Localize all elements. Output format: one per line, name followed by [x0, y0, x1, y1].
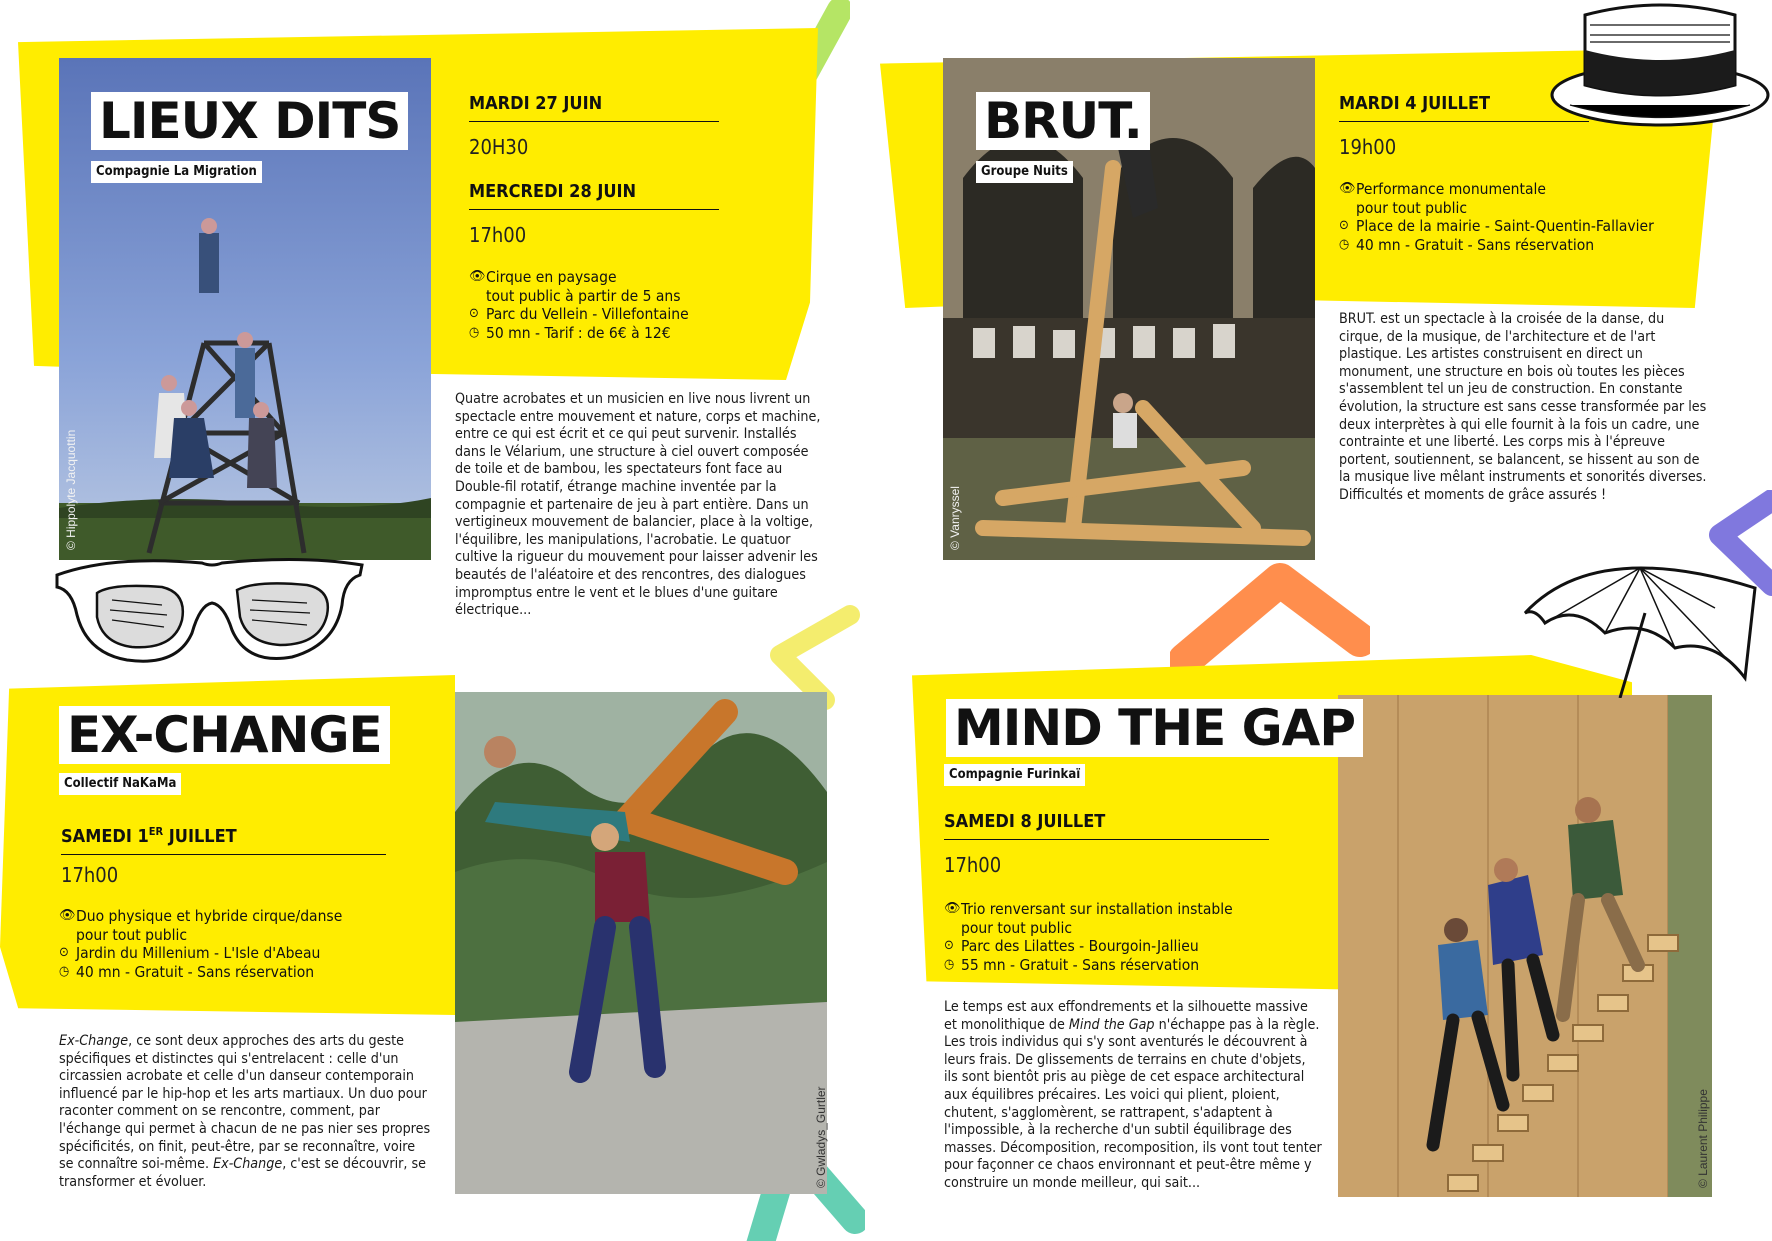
- parasol-illustration: [1515, 548, 1765, 698]
- brut-date-1: MARDI 4 JUILLET: [1339, 93, 1589, 122]
- clock-icon: ◷: [944, 956, 955, 972]
- map-pin-icon: ⊙: [59, 945, 69, 960]
- lieux-dits-date-2: MERCREDI 28 JUIN: [469, 181, 719, 210]
- lieux-dits-info: 👁 Cirque en paysage tout public à partir de 5 ans ⊙ Parc du Vellein - Villefontaine ◷ 50 mn - Tarif : de 6€ à 12€: [469, 268, 689, 342]
- mind-the-gap-date-1: SAMEDI 8 JUILLET: [944, 811, 1269, 840]
- mind-the-gap-company: Compagnie Furinkaï: [944, 764, 1085, 786]
- mind-the-gap-time-1: 17h00: [944, 853, 1002, 877]
- brut-company: Groupe Nuits: [976, 161, 1073, 183]
- clock-icon: ◷: [469, 324, 480, 340]
- ex-change-photo-credit: © Gwladys_Gurtler: [814, 1086, 828, 1188]
- lieux-dits-time-2: 17h00: [469, 223, 527, 247]
- ex-change-photo: [455, 692, 827, 1194]
- clock-icon: ◷: [1339, 236, 1350, 252]
- brut-title: BRUT.: [976, 92, 1150, 150]
- ex-change-time-1: 17h00: [61, 863, 119, 887]
- lieux-dits-description: Quatre acrobates et un musicien en live nous livrent un spectacle entre mouvement et nature, corps et machine, entre ce qui est écrit et ce qui peut survenir. Installés dans le Vélarium, une structure à ciel ouvert composée de toile et de bambou, les spectateurs font face au Double-fil rotatif, étrange machine inventée par la compagnie et partenaire de jeu à part entière. Dans un vertigineux mouvement de balancier, place à la voltige, l'équilibre, les manipulations, l'acrobatie. Le quatuor cultive la rigueur du mouvement pour laisser advenir les beautés de l'aléatoire et des rencontres, des dialogues impromptus entre le vent et le blues d'une guitare électrique...: [455, 391, 821, 619]
- mind-the-gap-info: 👁 Trio renversant sur installation instable pour tout public ⊙ Parc des Lilattes - Bourgoin-Jallieu ◷ 55 mn - Gratuit - Sans réservation: [944, 900, 1233, 974]
- map-pin-icon: ⊙: [469, 306, 479, 321]
- eye-icon: 👁: [944, 901, 961, 916]
- ex-change-info: 👁 Duo physique et hybride cirque/danse pour tout public ⊙ Jardin du Millenium - L'Isle d'Abeau ◷ 40 mn - Gratuit - Sans réservation: [59, 907, 343, 981]
- map-pin-icon: ⊙: [1339, 218, 1349, 233]
- eye-icon: 👁: [59, 908, 76, 923]
- ex-change-date-1: SAMEDI 1ER JUILLET: [61, 821, 386, 855]
- sunglasses-illustration: [52, 545, 367, 670]
- lieux-dits-photo-credit: © Hippolyte Jacquottin: [64, 429, 78, 550]
- clock-icon: ◷: [59, 963, 70, 979]
- brut-photo-credit: © Vanryssel: [948, 486, 962, 550]
- brut-info: 👁 Performance monumentale pour tout public ⊙ Place de la mairie - Saint-Quentin-Fallavier ◷ 40 mn - Gratuit - Sans réservation: [1339, 180, 1654, 254]
- lieux-dits-company: Compagnie La Migration: [91, 161, 262, 183]
- lieux-dits-time-1: 20H30: [469, 135, 529, 159]
- brut-time-1: 19h00: [1339, 135, 1397, 159]
- mind-the-gap-description: Le temps est aux effondrements et la silhouette massive et monolithique de Mind the Gap n'échappe pas à la règle. Les trois individus qui s'y sont aventurés le découvrent à leurs frais. De glissements de terrains en chute d'objets, ils sont bientôt pris au piège de cet espace architectural aux équilibres précaires. Les voici qui plient, ploient, chutent, s'agglomèrent, se rattrapent, s'adaptent à l'impossible, à la recherche d'un subtil équilibrage des masses. Décomposition, recomposition, ils vont tout tenter pour façonner ce chaos environnant et peut-être même y construire un monde meilleur, qui sait...: [944, 999, 1322, 1191]
- eye-icon: 👁: [1339, 181, 1356, 196]
- ex-change-company: Collectif NaKaMa: [59, 773, 181, 795]
- ex-change-description: Ex-Change, ce sont deux approches des arts du geste spécifiques et distinctes qui s'entrelacent : celle d'un circassien acrobate et celle d'un danseur contemporain influencé par le hip-hop et les arts martiaux. Un duo pour raconter comment on se rencontre, comment, par l'échange qui permet à chacun de ne pas nier ses propres spécificités, on finit, peut-être, par se reconnaître, voire se connaître soi-même. Ex-Change, c'est se découvrir, se transformer et évoluer.: [59, 1033, 431, 1190]
- mind-the-gap-photo: [1338, 695, 1712, 1197]
- map-pin-icon: ⊙: [944, 938, 954, 953]
- ex-change-title: EX-CHANGE: [59, 706, 390, 764]
- lieux-dits-title: LIEUX DITS: [91, 92, 408, 150]
- brut-description: BRUT. est un spectacle à la croisée de la danse, du cirque, de la musique, de l'architecture et de l'art plastique. Les artistes construisent en direct un monument, une structure en bois où toutes les pièces s'assemblent tel un jeu de construction. En constante évolution, la structure est sans cesse transformée par les deux interprètes à qui elle fournit à la fois un cadre, une contrainte et une liberté. Les corps mis à l'épreuve portent, soutiennent, se balancent, se hissent au son de la musique live mêlant instruments et sonorités diverses. Difficultés et moments de grâce assurés !: [1339, 311, 1707, 503]
- mind-the-gap-photo-credit: © Laurent Philippe: [1696, 1089, 1710, 1188]
- orange-brush-chevron-decoration: [1170, 560, 1370, 670]
- eye-icon: 👁: [469, 269, 486, 284]
- mind-the-gap-title: MIND THE GAP: [946, 699, 1363, 757]
- lieux-dits-date-1: MARDI 27 JUIN: [469, 93, 719, 122]
